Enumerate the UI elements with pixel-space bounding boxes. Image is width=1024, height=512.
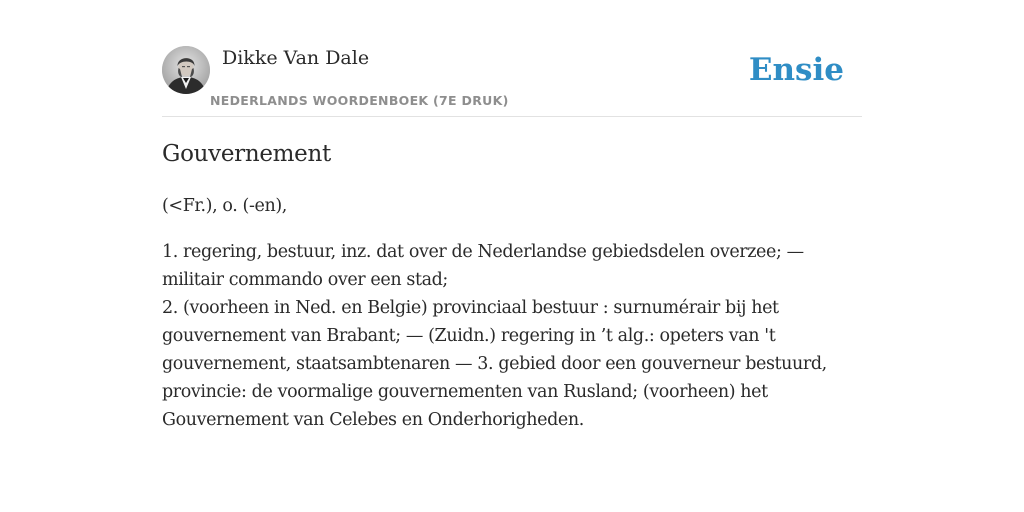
entry-definition xyxy=(162,238,862,434)
definition-line: militair commando over een stad; xyxy=(162,270,448,290)
definition-line: Gouvernement van Celebes en Onderhorigheden. xyxy=(162,410,584,430)
dictionary-entry xyxy=(162,138,862,434)
author-avatar[interactable] xyxy=(162,46,210,94)
dictionary-name[interactable]: NEDERLANDS WOORDENBOEK (7E DRUK) xyxy=(210,93,509,108)
definition-line: 2. (voorheen in Ned. en Belgie) provinciaal bestuur : surnumérair bij het xyxy=(162,298,779,318)
brand-logo[interactable]: Ensie xyxy=(748,52,844,88)
entry-header xyxy=(162,46,862,117)
definition-line: gouvernement, staatsambtenaren — 3. gebied door een gouverneur bestuurd, xyxy=(162,354,827,374)
definition-line: 1. regering, bestuur, inz. dat over de Nederlandse gebiedsdelen overzee; — xyxy=(162,242,804,262)
definition-line: gouvernement van Brabant; — (Zuidn.) regering in ’t alg.: opeters van 't xyxy=(162,326,776,346)
entry-grammar: (<Fr.), o. (-en), xyxy=(162,196,287,216)
author-name[interactable]: Dikke Van Dale xyxy=(222,47,370,69)
definition-line: provincie: de voormalige gouvernementen van Rusland; (voorheen) het xyxy=(162,382,768,402)
portrait-image xyxy=(162,46,210,94)
entry-title: Gouvernement xyxy=(162,141,331,167)
